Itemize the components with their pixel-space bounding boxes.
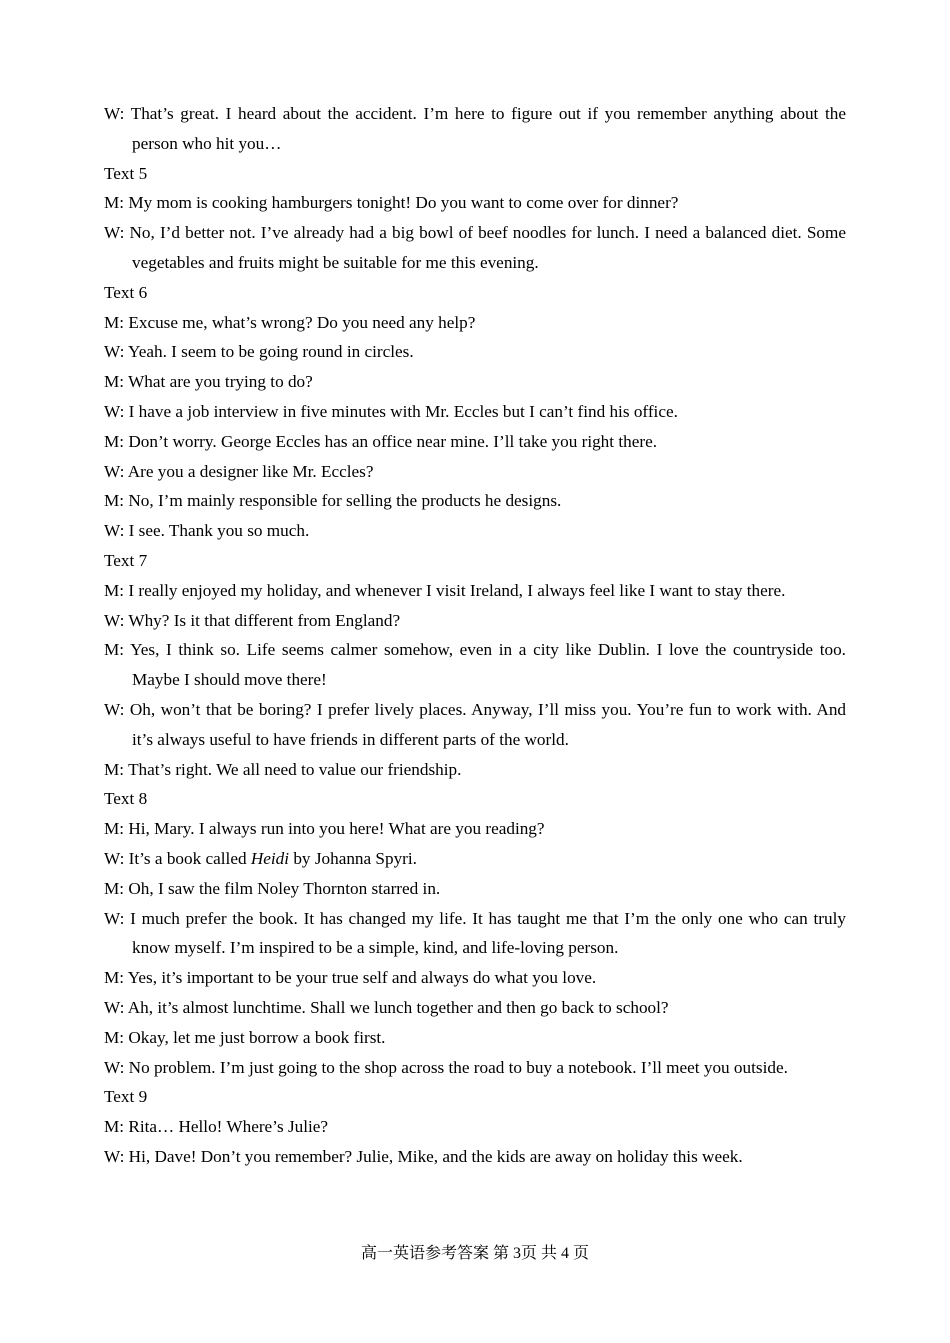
utterance-text: That’s right. We all need to value our friendship. bbox=[128, 759, 462, 779]
speaker-label: M: bbox=[104, 1027, 125, 1047]
speaker-label: W: bbox=[104, 401, 125, 421]
dialogue-line bbox=[104, 993, 846, 1023]
speaker-label: M: bbox=[104, 759, 125, 779]
dialogue-line bbox=[104, 1142, 846, 1172]
dialogue-line bbox=[104, 606, 846, 636]
utterance-text: Hi, Dave! Don’t you remember? Julie, Mike, and the kids are away on holiday this week. bbox=[128, 1146, 743, 1166]
dialogue-line bbox=[104, 486, 846, 516]
utterance-text: Ah, it’s almost lunchtime. Shall we lunch together and then go back to school? bbox=[127, 997, 669, 1017]
speaker-label: W: bbox=[104, 342, 125, 362]
speaker-label: M: bbox=[104, 878, 125, 898]
speaker-label: M: bbox=[104, 372, 125, 392]
dialogue-line bbox=[104, 904, 846, 964]
speaker-label: W: bbox=[104, 521, 125, 541]
utterance-text: My mom is cooking hamburgers tonight! Do you want to come over for dinner? bbox=[128, 193, 679, 213]
utterance-text: No problem. I’m just going to the shop across the road to buy a notebook. I’ll meet you outside. bbox=[128, 1057, 788, 1077]
page-footer: 高一英语参考答案 第 3页 共 4 页 bbox=[360, 1245, 589, 1262]
speaker-label: W: bbox=[104, 908, 125, 928]
dialogue-line bbox=[104, 695, 846, 755]
speaker-label: M: bbox=[104, 968, 125, 988]
dialogue-line bbox=[104, 1023, 846, 1053]
utterance-text: Yeah. I seem to be going round in circles. bbox=[128, 342, 414, 362]
dialogue-line bbox=[104, 457, 846, 487]
speaker-label: W: bbox=[104, 848, 125, 868]
utterance-text: It’s a book called bbox=[128, 848, 251, 868]
speaker-label: M: bbox=[104, 1117, 125, 1137]
dialogue-line bbox=[104, 308, 846, 338]
utterance-text: Are you a designer like Mr. Eccles? bbox=[127, 461, 374, 481]
speaker-label: M: bbox=[104, 819, 125, 839]
speaker-label: W: bbox=[104, 699, 125, 719]
utterance-text: by Johanna Spyri. bbox=[289, 848, 417, 868]
utterance-text: I have a job interview in five minutes with Mr. Eccles but I can’t find his office. bbox=[128, 401, 678, 421]
utterance-text: Oh, won’t that be boring? I prefer lively places. Anyway, I’ll miss you. You’re fun to work with. And it’s always useful to have friends in different parts of the world. bbox=[129, 699, 847, 749]
utterance-text: Hi, Mary. I always run into you here! What are you reading? bbox=[128, 819, 545, 839]
utterance-text: Yes, I think so. Life seems calmer somehow, even in a city like Dublin. I love the countryside too. Maybe I should move there! bbox=[130, 640, 846, 690]
dialogue-line bbox=[104, 337, 846, 367]
dialogue-line bbox=[104, 844, 846, 874]
dialogue-line bbox=[104, 516, 846, 546]
dialogue-line bbox=[104, 218, 846, 278]
speaker-label: W: bbox=[104, 1146, 125, 1166]
speaker-label: W: bbox=[104, 610, 125, 630]
utterance-text: No, I’m mainly responsible for selling the products he designs. bbox=[128, 491, 562, 511]
speaker-label: W: bbox=[104, 223, 125, 243]
speaker-label: M: bbox=[104, 580, 125, 600]
speaker-label: M: bbox=[104, 640, 125, 660]
utterance-text: I really enjoyed my holiday, and whenever I visit Ireland, I always feel like I want to stay there. bbox=[128, 580, 786, 600]
utterance-text: Rita… Hello! Where’s Julie? bbox=[128, 1117, 329, 1137]
speaker-label: W: bbox=[104, 461, 125, 481]
speaker-label: M: bbox=[104, 193, 125, 213]
dialogue-line bbox=[104, 1053, 846, 1083]
dialogue-line bbox=[104, 576, 846, 606]
dialogue-line bbox=[104, 397, 846, 427]
section-heading: Text 8 bbox=[104, 789, 148, 809]
speaker-label: M: bbox=[104, 312, 125, 332]
section-heading: Text 6 bbox=[104, 282, 148, 302]
section-heading: Text 5 bbox=[104, 163, 148, 183]
speaker-label: M: bbox=[104, 431, 125, 451]
section-heading: Text 9 bbox=[104, 1087, 148, 1107]
utterance-text: No, I’d better not. I’ve already had a big bowl of beef noodles for lunch. I need a balanced diet. Some vegetables and fruits might be suitable for me this evening. bbox=[129, 223, 846, 272]
utterance-text: Yes, it’s important to be your true self and always do what you love. bbox=[127, 968, 597, 988]
utterance-text: Excuse me, what’s wrong? Do you need any help? bbox=[128, 312, 476, 332]
section-heading: Text 7 bbox=[104, 550, 148, 570]
utterance-text: I much prefer the book. It has changed my life. It has taught me that I’m the only one who can truly know myself. I’m inspired to be a simple, kind, and life-loving person. bbox=[130, 908, 846, 958]
speaker-label: W: bbox=[104, 104, 125, 123]
dialogue-line bbox=[104, 635, 846, 695]
speaker-label: M: bbox=[104, 491, 125, 511]
dialogue-line bbox=[104, 367, 846, 397]
dialogue-line bbox=[104, 427, 846, 457]
speaker-label: W: bbox=[104, 997, 125, 1017]
utterance-text: What are you trying to do? bbox=[128, 372, 313, 392]
utterance-text: Oh, I saw the film Noley Thornton starred in. bbox=[128, 878, 441, 898]
utterance-text: That’s great. I heard about the accident. I’m here to figure out if you remember anything about the person who hit you… bbox=[130, 104, 846, 153]
dialogue-line bbox=[104, 188, 846, 218]
dialogue-line bbox=[104, 1112, 846, 1142]
utterance-text: Don’t worry. George Eccles has an office near mine. I’ll take you right there. bbox=[128, 431, 657, 451]
transcript-body bbox=[104, 99, 846, 1172]
utterance-text: I see. Thank you so much. bbox=[128, 521, 310, 541]
dialogue-line bbox=[104, 874, 846, 904]
utterance-text: Okay, let me just borrow a book first. bbox=[128, 1027, 386, 1047]
dialogue-line bbox=[104, 99, 846, 159]
speaker-label: W: bbox=[104, 1057, 125, 1077]
dialogue-line bbox=[104, 814, 846, 844]
dialogue-line bbox=[104, 755, 846, 785]
utterance-text: Why? Is it that different from England? bbox=[128, 610, 401, 630]
book-title: Heidi bbox=[250, 848, 290, 868]
dialogue-line bbox=[104, 963, 846, 993]
